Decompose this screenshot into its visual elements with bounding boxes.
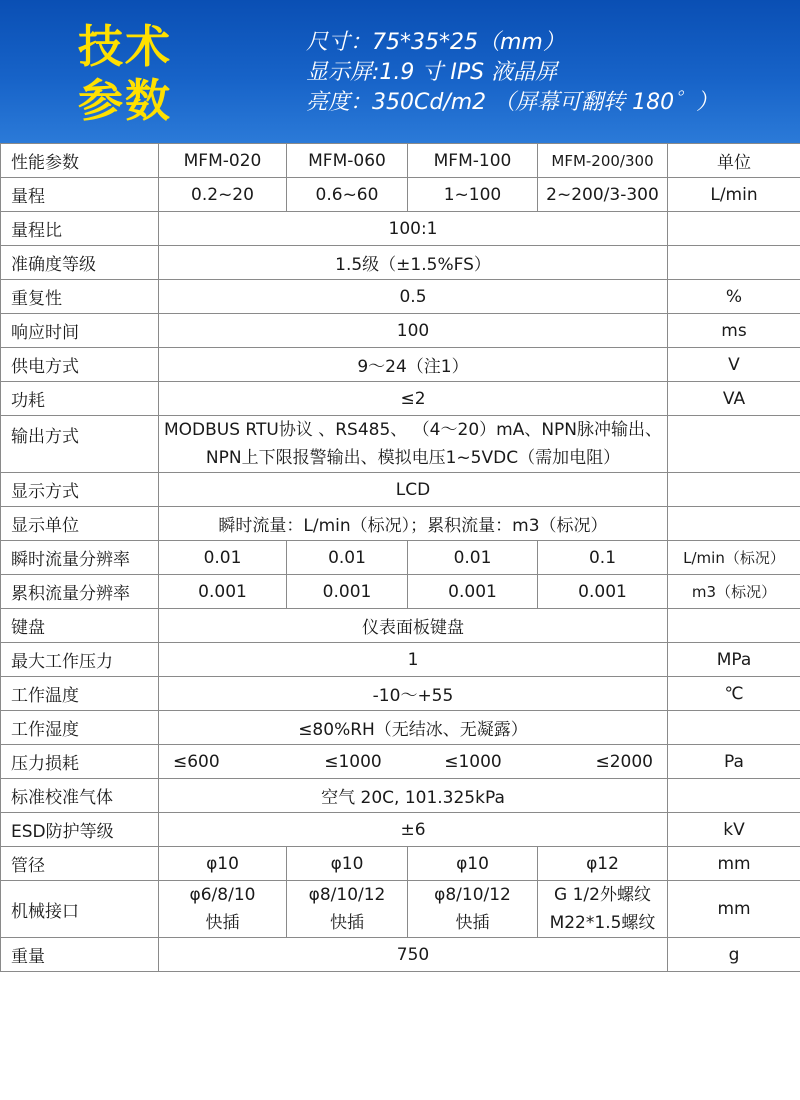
- row-label: 最大工作压力: [1, 643, 159, 677]
- unit-cell: Pa: [668, 745, 800, 779]
- interface-line2: M22*1.5螺纹: [549, 913, 656, 933]
- unit-cell: L/min: [668, 178, 800, 212]
- value-cell: 0.001: [159, 575, 287, 609]
- row-label: 准确度等级: [1, 246, 159, 280]
- value-cell: [287, 881, 408, 938]
- table-row: [1, 212, 800, 246]
- spec-display: 显示屏:1.9 寸 IPS 液晶屏: [306, 60, 558, 85]
- unit-cell: g: [668, 938, 800, 972]
- row-label: 工作湿度: [1, 711, 159, 745]
- value-cell: 9～24（注1）: [159, 348, 668, 382]
- banner-title-line2: 参数: [78, 74, 173, 127]
- table-row: [1, 280, 800, 314]
- header-cell: 性能参数: [1, 144, 159, 178]
- value-cell: 0.001: [538, 575, 668, 609]
- table-row: [1, 609, 800, 643]
- table-row: [1, 643, 800, 677]
- unit-cell: L/min（标况）: [668, 541, 800, 575]
- interface-line1: φ6/8/10: [189, 885, 256, 905]
- value-cell: [538, 881, 668, 938]
- header-cell: MFM-060: [287, 144, 408, 178]
- value-cell: φ12: [538, 847, 668, 881]
- value-cell: 瞬时流量：L/min（标况）；累积流量：m3（标况）: [159, 507, 668, 541]
- value-cell: 0.001: [287, 575, 408, 609]
- row-label: 供电方式: [1, 348, 159, 382]
- pressure-loss-value: ≤1000: [444, 751, 502, 772]
- value-cell: ≤2: [159, 382, 668, 416]
- unit-cell: ℃: [668, 677, 800, 711]
- table-row: [1, 382, 800, 416]
- pressure-loss-value: ≤2000: [595, 751, 653, 772]
- row-label: 机械接口: [1, 881, 159, 938]
- table-row: [1, 541, 800, 575]
- value-cell: 空气 20C, 101.325kPa: [159, 779, 668, 813]
- value-cell: 750: [159, 938, 668, 972]
- value-cell: 100: [159, 314, 668, 348]
- output-line2: NPN上下限报警输出、模拟电压1~5VDC（需加电阻）: [205, 448, 621, 468]
- unit-cell: V: [668, 348, 800, 382]
- value-cell: 0.01: [408, 541, 538, 575]
- row-label: 输出方式: [1, 416, 159, 473]
- pressure-loss-value: ≤1000: [324, 751, 382, 772]
- table-row: [1, 416, 800, 473]
- value-cell: 1.5级（±1.5%FS）: [159, 246, 668, 280]
- table-row: [1, 473, 800, 507]
- row-label: 累积流量分辨率: [1, 575, 159, 609]
- table-row: [1, 847, 800, 881]
- header-cell: 单位: [668, 144, 800, 178]
- unit-cell: ms: [668, 314, 800, 348]
- unit-cell: %: [668, 280, 800, 314]
- value-cell: 2~200/3-300: [538, 178, 668, 212]
- row-label: 压力损耗: [1, 745, 159, 779]
- unit-cell: MPa: [668, 643, 800, 677]
- table-header-row: [1, 144, 800, 178]
- table-row: [1, 881, 800, 938]
- table-row: [1, 314, 800, 348]
- row-label: 键盘: [1, 609, 159, 643]
- table-row: [1, 507, 800, 541]
- unit-cell: [668, 416, 800, 473]
- interface-line2: 快插: [330, 913, 364, 933]
- interface-line2: 快插: [455, 913, 490, 933]
- row-label: 量程比: [1, 212, 159, 246]
- value-cell: 0.1: [538, 541, 668, 575]
- value-cell: 0.5: [159, 280, 668, 314]
- interface-line1: φ8/10/12: [434, 885, 511, 905]
- value-cell: 0.01: [287, 541, 408, 575]
- header-cell: MFM-100: [408, 144, 538, 178]
- row-label: 重量: [1, 938, 159, 972]
- header-banner: [0, 0, 800, 143]
- row-label: 瞬时流量分辨率: [1, 541, 159, 575]
- table-row: [1, 677, 800, 711]
- output-line1: MODBUS RTU协议 、RS485、 （4～20）mA、NPN脉冲输出、: [163, 420, 663, 440]
- value-cell: ±6: [159, 813, 668, 847]
- table-row: [1, 813, 800, 847]
- banner-title-line1: 技术: [78, 20, 173, 73]
- interface-line1: φ8/10/12: [308, 885, 386, 905]
- value-cell: 仪表面板键盘: [159, 609, 668, 643]
- row-label: ESD防护等级: [1, 813, 159, 847]
- value-cell: 0.2~20: [159, 178, 287, 212]
- table-row: [1, 779, 800, 813]
- value-cell: [159, 881, 287, 938]
- unit-cell: [668, 473, 800, 507]
- table-row: [1, 711, 800, 745]
- value-cell: φ10: [408, 847, 538, 881]
- value-cell: φ10: [287, 847, 408, 881]
- value-cell: LCD: [159, 473, 668, 507]
- row-label: 显示方式: [1, 473, 159, 507]
- row-label: 量程: [1, 178, 159, 212]
- unit-cell: m3（标况）: [668, 575, 800, 609]
- row-label: 管径: [1, 847, 159, 881]
- interface-line2: 快插: [205, 913, 240, 933]
- unit-cell: kV: [668, 813, 800, 847]
- value-cell: [159, 745, 668, 779]
- spec-brightness: 亮度：350Cd/m2 （屏幕可翻转 180゜）: [306, 90, 719, 115]
- table-row: [1, 575, 800, 609]
- value-cell: [159, 416, 668, 473]
- row-label: 功耗: [1, 382, 159, 416]
- unit-cell: VA: [668, 382, 800, 416]
- row-label: 显示单位: [1, 507, 159, 541]
- table-row: [1, 178, 800, 212]
- value-cell: 100:1: [159, 212, 668, 246]
- value-cell: [408, 881, 538, 938]
- table-row: [1, 348, 800, 382]
- value-cell: 0.001: [408, 575, 538, 609]
- value-cell: 0.01: [159, 541, 287, 575]
- banner-specs: [306, 28, 718, 118]
- value-cell: 0.6~60: [287, 178, 408, 212]
- unit-cell: [668, 507, 800, 541]
- spec-dimensions: 尺寸：75*35*25（mm）: [306, 30, 565, 55]
- unit-cell: [668, 711, 800, 745]
- value-cell: ≤80%RH（无结冰、无凝露）: [159, 711, 668, 745]
- header-cell: MFM-020: [159, 144, 287, 178]
- unit-cell: [668, 779, 800, 813]
- unit-cell: [668, 212, 800, 246]
- value-cell: 1: [159, 643, 668, 677]
- row-label: 重复性: [1, 280, 159, 314]
- banner-title: [78, 20, 188, 128]
- interface-line1: G 1/2外螺纹: [554, 885, 651, 905]
- value-cell: 1~100: [408, 178, 538, 212]
- table-row: [1, 938, 800, 972]
- unit-cell: mm: [668, 847, 800, 881]
- header-cell: MFM-200/300: [538, 144, 668, 178]
- unit-cell: [668, 246, 800, 280]
- row-label: 标准校准气体: [1, 779, 159, 813]
- row-label: 响应时间: [1, 314, 159, 348]
- table-row: [1, 745, 800, 779]
- pressure-loss-value: ≤600: [173, 751, 220, 772]
- table-row: [1, 246, 800, 280]
- unit-cell: mm: [668, 881, 800, 938]
- row-label: 工作温度: [1, 677, 159, 711]
- spec-table: [0, 143, 800, 972]
- unit-cell: [668, 609, 800, 643]
- value-cell: -10～+55: [159, 677, 668, 711]
- value-cell: φ10: [159, 847, 287, 881]
